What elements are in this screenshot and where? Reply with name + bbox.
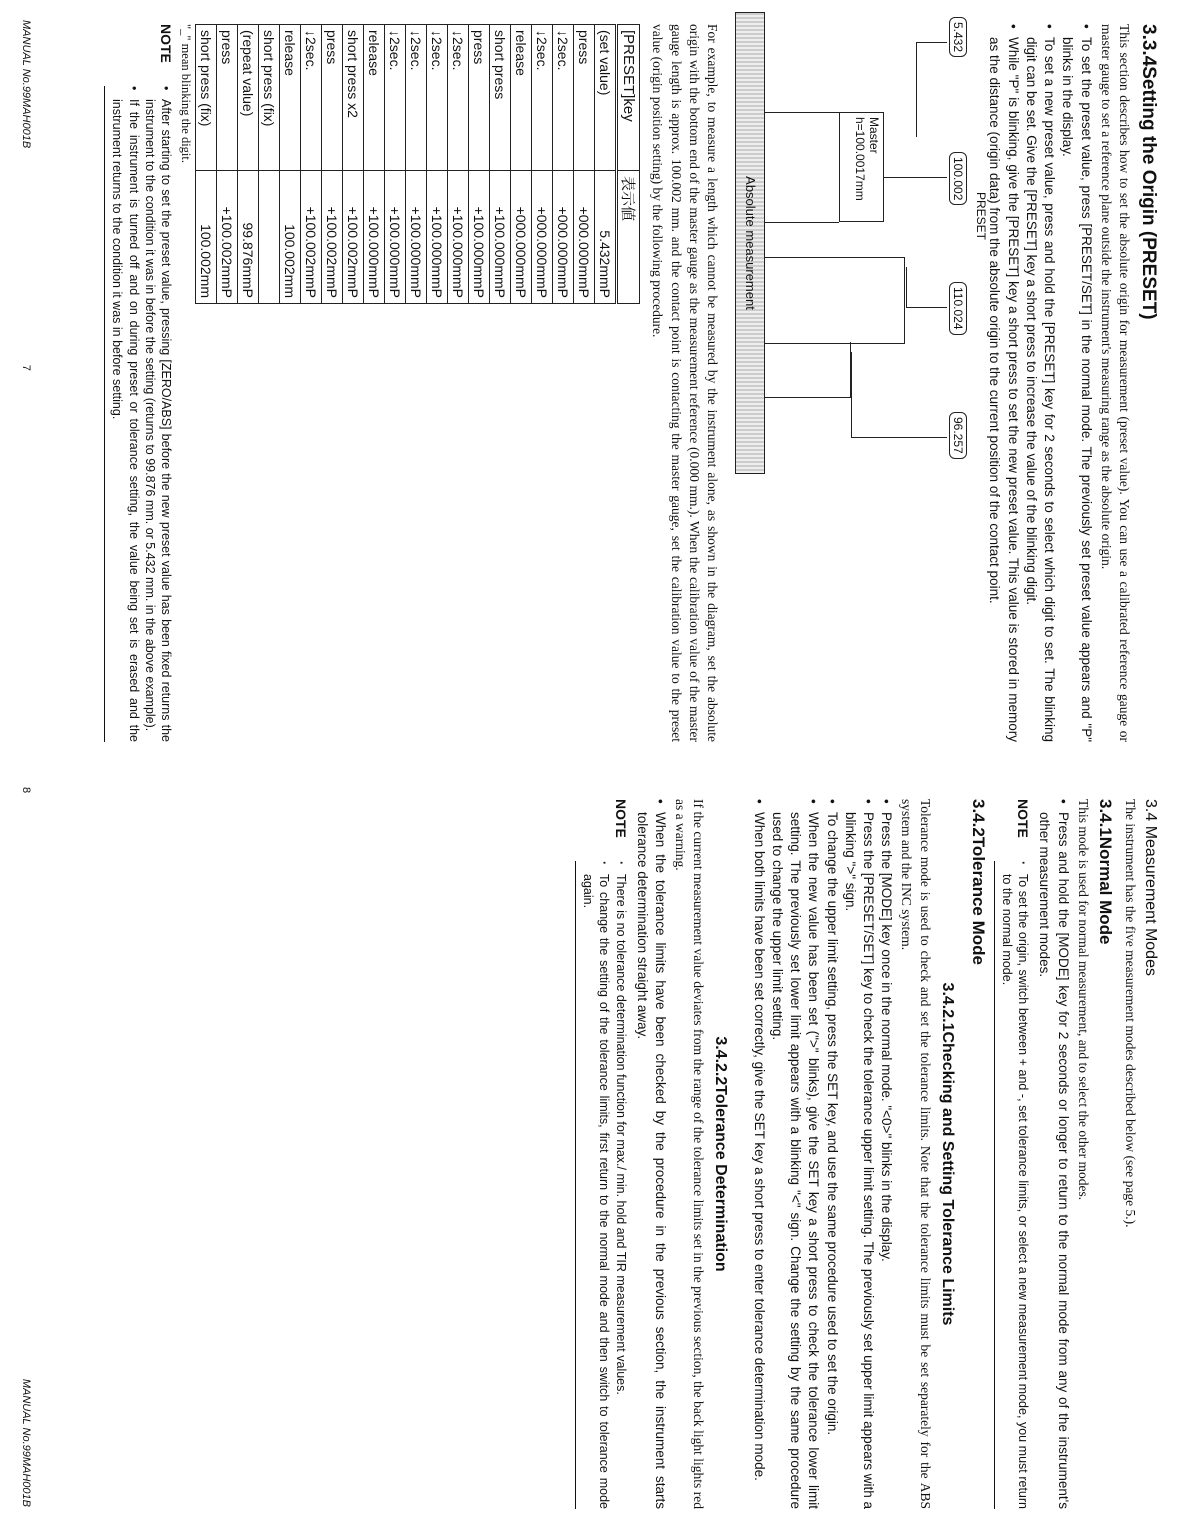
- table-cell-value: +100.002mmP: [322, 171, 343, 304]
- table-cell-value: 100.002mm: [280, 171, 301, 304]
- table-cell-key: release: [511, 25, 532, 171]
- table-cell-key: press: [574, 25, 595, 171]
- tolerance-text: Tolerance mode is used to check and set the tolerance limits. Note that the tolerance limits must be set separately for the ABS system and the INC system.: [899, 799, 933, 1509]
- table-row: [259, 25, 280, 304]
- modes-intro: The instrument has the five measurement modes described below (see page 5.).: [1123, 799, 1138, 1228]
- determination-text: If the current measurement value deviates from the range of the tolerance limits set in the previous section, the back light lights red as a warning.: [673, 799, 707, 1509]
- preset-bullet: • To set a new preset value, press and hold the [PRESET] key for 2 seconds to select which digit to set. The blinking digit can be set. Give the [PRESET] key a short press to increase the value of the blinking digit.: [1022, 24, 1058, 742]
- table-cell-key: (repeat value): [238, 25, 259, 171]
- table-row: [553, 25, 574, 304]
- table-cell-value: +100.000mmP: [385, 171, 406, 304]
- note-item: · There is no tolerance determination function for max./ min. hold and TIR measurement values.: [612, 861, 628, 1509]
- tolerance-bullet: • Press the [PRESET/SET] key to check the tolerance upper limit setting. The previously set upper limit appears with a blinking ">" sign.: [841, 799, 877, 1509]
- table-row: [448, 25, 469, 304]
- diagram-line: [765, 112, 839, 113]
- preset-bullet: • To set the preset value, press [PRESET/SET] in the normal mode. The previously set preset value appears and "P" blinks in the display.: [1058, 24, 1094, 742]
- display-reading: 5.432: [949, 17, 967, 57]
- diagram-line: [917, 42, 947, 43]
- heading-checking-limits: 3.4.2.1Checking and Setting Tolerance Limits: [938, 982, 956, 1326]
- master-label: Master: [867, 117, 881, 154]
- tolerance-bullet: • When both limits have been set correctly, give the SET key a short press to enter tolerance determination mode.: [749, 799, 767, 1509]
- tolerance-bullet: • When the new value has been set (">" blinks), give the SET key a short press to check the tolerance lower limit setting. The previously set lower limit appears with a blinking "<" sign. Change the setting by the same procedure used to change the upper limit setting.: [768, 799, 823, 1509]
- determination-bullet: • When the tolerance limits have been checked by the procedure in the previous section, the instrument starts tolerance determination straight away.: [633, 799, 669, 1509]
- table-cell-value: +000.000mmP: [553, 171, 574, 304]
- diagram-line: [852, 437, 947, 438]
- diagram-line: [884, 177, 947, 178]
- normal-text: This mode is used for normal measurement, and to select the other modes.: [1075, 799, 1091, 1201]
- table-row: [322, 25, 343, 304]
- table-cell-key: ↓2sec.: [427, 25, 448, 171]
- diagram-line: [906, 267, 907, 308]
- table-cell-value: [259, 171, 280, 304]
- blink-legend: "_" mean blinking the digit.: [179, 24, 194, 164]
- note-item: • After starting to set the preset value, pressing [ZERO/ABS] before the new preset value has been fixed returns the instrument to the condition it was in before the setting (returns to 99.876 mm. or 5.432 mm. in the above example).: [142, 86, 175, 742]
- table-body: [196, 25, 617, 304]
- table-cell-key: short press (fix): [259, 25, 280, 171]
- diagram-line: [907, 307, 947, 308]
- tolerance-bullet: • To change the upper limit setting, press the SET key, and use the same procedure used to set the origin.: [822, 799, 840, 1509]
- table-cell-value: +100.000mmP: [427, 171, 448, 304]
- preset-bullets: [985, 24, 1094, 742]
- table-cell-value: +100.000mmP: [364, 171, 385, 304]
- table-header-row: [617, 25, 640, 304]
- table-cell-key: short press: [490, 25, 511, 171]
- note-body: [104, 86, 174, 742]
- table-cell-value: +100.000mmP: [448, 171, 469, 304]
- table-cell-key: short press (fix): [196, 25, 217, 171]
- table-cell-value: +100.000mmP: [406, 171, 427, 304]
- table-row: [238, 25, 259, 304]
- table-cell-key: press: [322, 25, 343, 171]
- table-row: [343, 25, 364, 304]
- heading-tolerance-determination: 3.4.2.2Tolerance Determination: [712, 1036, 730, 1272]
- table-row: [364, 25, 385, 304]
- table-cell-key: ↓2sec.: [406, 25, 427, 171]
- table-cell-value: +100.002mmP: [343, 171, 364, 304]
- note-label: NOTE: [158, 24, 175, 63]
- footer-manual: MANUAL No.99MAH001B: [20, 20, 32, 149]
- table-row: [217, 25, 238, 304]
- table-cell-key: release: [280, 25, 301, 171]
- table-row: [574, 25, 595, 304]
- section-title-modes: 3.4 Measurement Modes: [1142, 799, 1159, 976]
- table-cell-key: press: [469, 25, 490, 171]
- note-item: • If the instrument is turned off and on during preset or tolerance setting, the value being set is erased and the instrument returns to the condition it was in before setting.: [109, 86, 142, 742]
- table-cell-value: +000.000mmP: [574, 171, 595, 304]
- table-row: [385, 25, 406, 304]
- table-cell-value: 99.876mmP: [238, 171, 259, 304]
- table-row: [490, 25, 511, 304]
- display-reading: 96.257: [949, 412, 967, 459]
- table-cell-key: ↓2sec.: [532, 25, 553, 171]
- table-cell-value: +000.000mmP: [532, 171, 553, 304]
- table-row: [595, 25, 617, 304]
- preset-table: [195, 24, 640, 304]
- page-number: 8: [20, 787, 32, 794]
- note-label: NOTE: [1015, 799, 1032, 838]
- note-body: [994, 861, 1032, 1509]
- table-cell-value: +000.000mmP: [511, 171, 532, 304]
- normal-bullet: • Press and hold the [MODE] key for 2 seconds or longer to return to the normal mode from any of the instrument's other measurement modes.: [1035, 799, 1071, 1509]
- diagram-line: [765, 222, 839, 223]
- page-8: [0, 775, 1189, 1527]
- display-reading: 110.024: [949, 282, 967, 335]
- table-row: [196, 25, 217, 304]
- display-reading: 100.002: [949, 152, 967, 205]
- preset-example: For example, to measure a length which cannot be measured by the instrument alone, as shown in the diagram, set the absolute origin with the bottom end of the master gauge as the measurement reference (0.000 mm.). When the calibration value of the master gauge length is approx. 100.002 mm. and the contact point is contacting the master gauge, set the calibration value to the preset value (origin position setting) by the following procedure.: [650, 24, 720, 742]
- absolute-measurement-base: Absolute measurement: [735, 12, 765, 474]
- note-item: · To set the origin, switch between + and -, set tolerance limits, or select a new measurement mode, you must return to the normal mode.: [999, 861, 1032, 1509]
- page-number: 7: [20, 364, 32, 371]
- page-7: [0, 0, 1189, 760]
- master-gauge: [839, 112, 884, 222]
- table-cell-value: +100.002mmP: [301, 171, 322, 304]
- diagram-line: [916, 42, 917, 137]
- table-cell-value: +100.000mmP: [490, 171, 511, 304]
- table-cell-key: ↓2sec.: [385, 25, 406, 171]
- note-body: [575, 861, 629, 1509]
- workpiece-low: [764, 342, 851, 398]
- workpiece-step: [764, 257, 905, 344]
- table-row: [301, 25, 322, 304]
- table-row: [532, 25, 553, 304]
- tolerance-bullet: • Press the [MODE] key once in the normal mode. "<0>" blinks in the display.: [877, 799, 895, 1509]
- table-row: [469, 25, 490, 304]
- table-cell-key: (set value): [595, 25, 617, 171]
- note-item: · To change the setting of the tolerance limits, first return to the normal mode and then switch to tolerance mode again.: [580, 861, 613, 1509]
- heading-normal-mode: 3.4.1Normal Mode: [1095, 799, 1115, 945]
- heading-tolerance-mode: 3.4.2Tolerance Mode: [968, 799, 988, 965]
- table-cell-value: 5.432mmP: [595, 171, 617, 304]
- table-header: [PRESET]key: [617, 25, 640, 171]
- table-cell-key: ↓2sec.: [448, 25, 469, 171]
- table-header: 表示値: [617, 171, 640, 304]
- table-cell-value: 100.002mm: [196, 171, 217, 304]
- table-cell-key: short press x2: [343, 25, 364, 171]
- preset-intro: This section describes how to set the absolute origin for measurement (preset value). You can use a calibrated reference gauge or master gauge to set a reference plane outside the instrument's measuring range as the absolute origin.: [1098, 24, 1132, 742]
- diagram-preset-label: PRESET: [974, 192, 988, 241]
- table-cell-key: ↓2sec.: [301, 25, 322, 171]
- note-block: [994, 799, 1032, 1509]
- table-row: [280, 25, 301, 304]
- table-cell-key: release: [364, 25, 385, 171]
- preset-bullet: • While "P" is blinking, give the [PRESET] key a short press to set the new preset value. This value is stored in memory as the distance (origin data) from the absolute origin to the current position of the contact point.: [985, 24, 1021, 742]
- table-cell-value: +100.002mmP: [217, 171, 238, 304]
- preset-diagram: [732, 12, 997, 552]
- table-cell-key: press: [217, 25, 238, 171]
- master-value: h=100.0017mm: [853, 117, 867, 201]
- table-cell-key: ↓2sec.: [553, 25, 574, 171]
- note-label: NOTE: [612, 799, 629, 838]
- footer-manual: MANUAL No.99MAH001B: [20, 1378, 32, 1507]
- table-row: [511, 25, 532, 304]
- table-row: [406, 25, 427, 304]
- note-block: [575, 799, 629, 1509]
- table-cell-value: +100.000mmP: [469, 171, 490, 304]
- section-title-preset: 3.3.4Setting the Origin (PRESET): [1138, 24, 1159, 320]
- note-block: [104, 24, 174, 742]
- table-row: [427, 25, 448, 304]
